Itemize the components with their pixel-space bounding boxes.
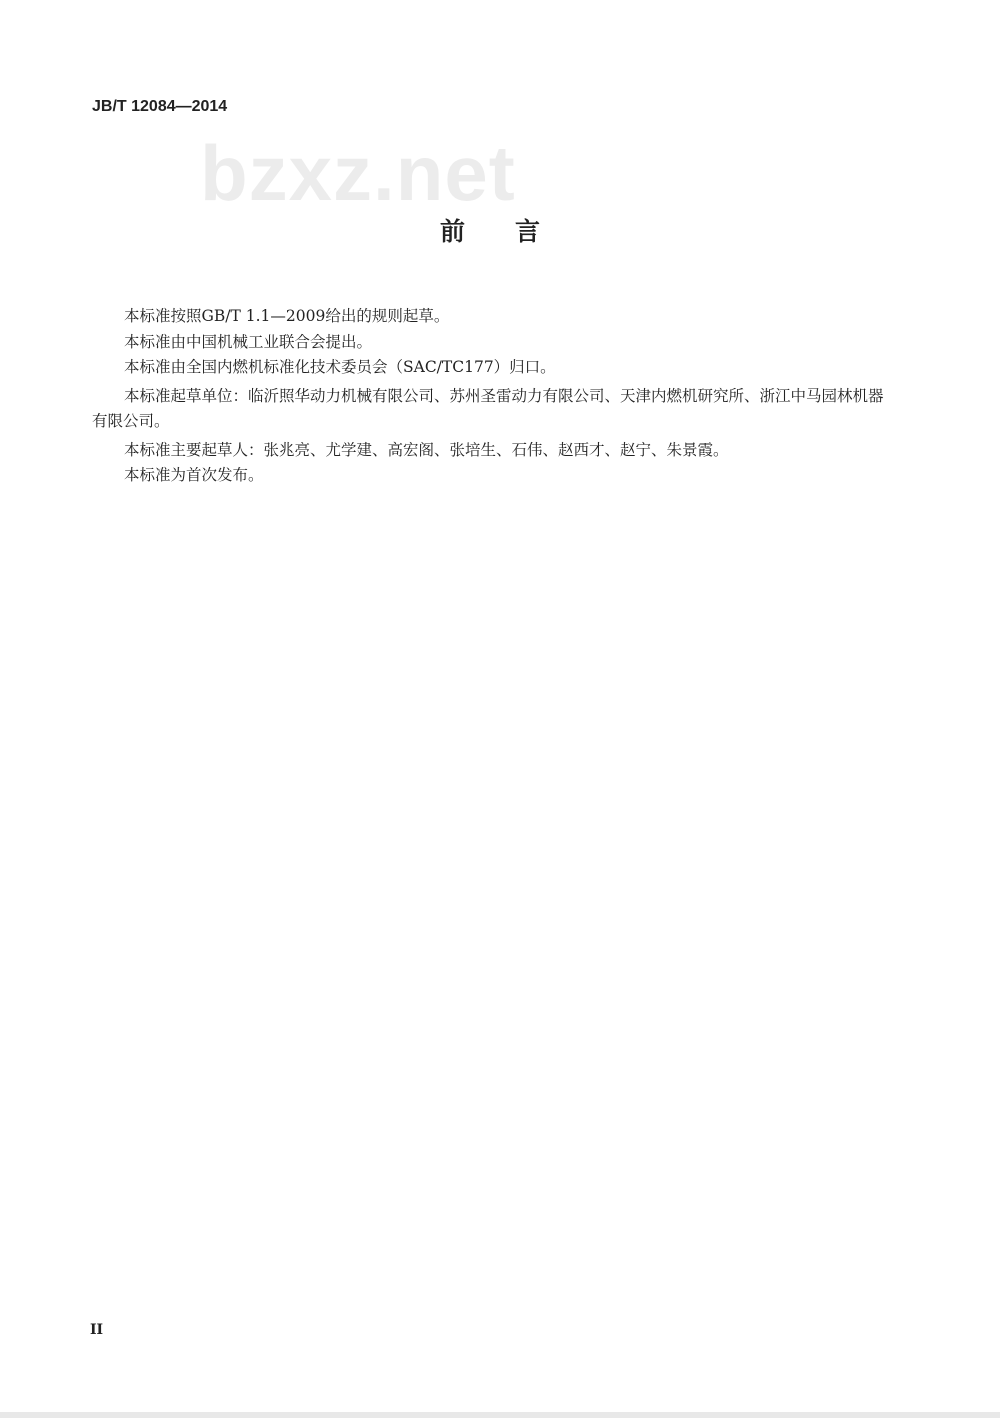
page-bottom-edge <box>0 1412 1000 1418</box>
paragraph-drafting-units: 本标准起草单位：临沂照华动力机械有限公司、苏州圣雷动力有限公司、天津内燃机研究所、浙江中马园林机器有限公司。 <box>92 386 884 430</box>
paragraph-committee: 本标准由全国内燃机标准化技术委员会（SAC/TC177）归口。 <box>124 358 556 376</box>
paragraph-first-issue: 本标准为首次发布。 <box>124 466 264 484</box>
paragraph-drafters: 本标准主要起草人：张兆亮、尤学建、高宏阁、张培生、石伟、赵西才、赵宁、朱景霞。 <box>124 440 729 459</box>
page-number: II <box>90 1322 104 1338</box>
standard-number-header: JB/T 12084—2014 <box>92 98 228 115</box>
paragraph-proposer: 本标准由中国机械工业联合会提出。 <box>124 332 373 351</box>
watermark: bzxz.net <box>200 129 516 217</box>
page-title: 前言 <box>439 217 590 246</box>
paragraph-drafting-rules: 本标准按照GB/T 1.1—2009给出的规则起草。 <box>124 307 450 325</box>
foreword-body <box>92 304 892 489</box>
